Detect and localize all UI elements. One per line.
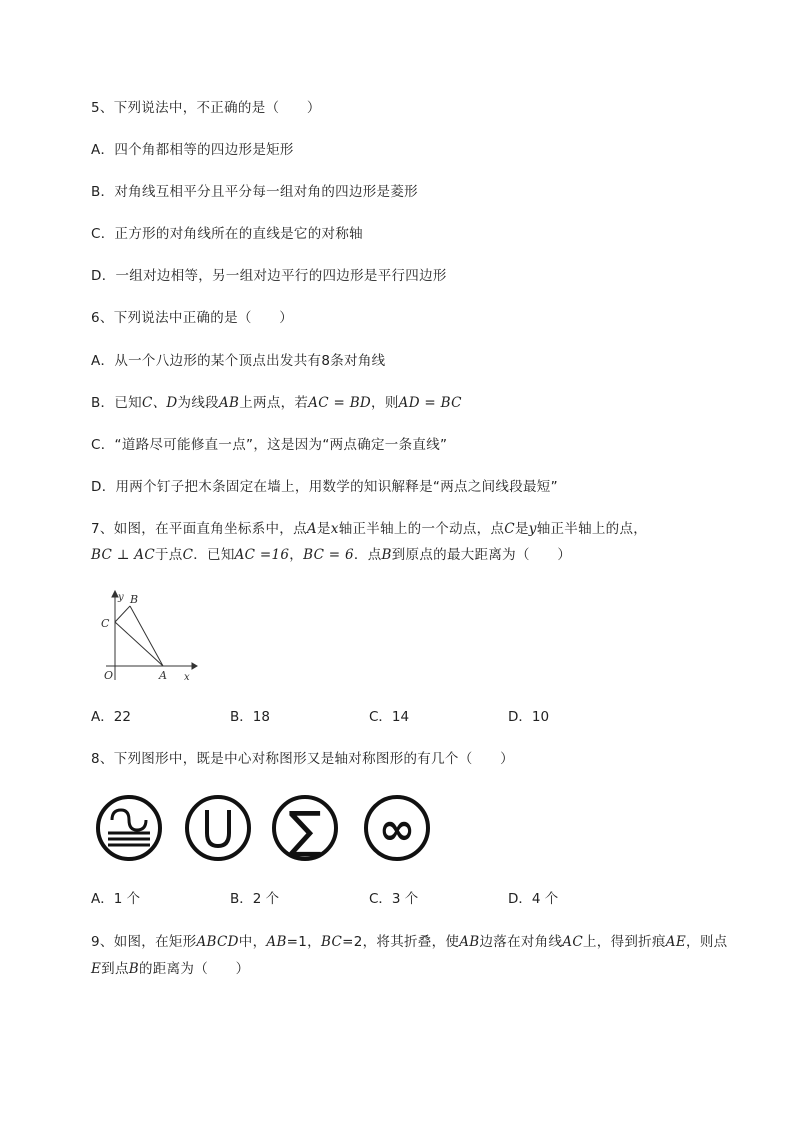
math: BC = 6 — [303, 547, 354, 563]
q9-stem-line1 — [91, 933, 727, 951]
segment-ba — [130, 606, 163, 666]
math: BC ⊥ AC — [91, 547, 155, 563]
q5-option-c: C．正方形的对角线所在的直线是它的对称轴 — [91, 226, 363, 242]
q7-option-c: C．14 — [369, 709, 410, 725]
math: AB — [459, 934, 480, 950]
segment-cb — [115, 606, 130, 622]
text: 7、如图，在平面直角坐标系中，点 — [91, 521, 307, 537]
q7-option-b: B．18 — [230, 709, 270, 725]
text: 是 — [514, 521, 529, 537]
label-y: y — [118, 592, 124, 603]
q5-option-d: D．一组对边相等，另一组对边平行的四边形是平行四边形 — [91, 268, 447, 284]
math: AC =16 — [234, 547, 290, 563]
text: =1， — [286, 934, 321, 950]
q5-option-a: A．四个角都相等的四边形是矩形 — [91, 142, 294, 158]
segment-ca — [115, 622, 163, 666]
q8-figures — [92, 792, 442, 867]
text: 的距离为（ ） — [139, 961, 250, 977]
text: 是 — [316, 521, 331, 537]
math: A — [306, 521, 317, 537]
text: ， — [289, 547, 304, 563]
q8-option-a: A．1 个 — [91, 891, 141, 907]
q7-stem-line2 — [91, 546, 571, 564]
text: 边落在对角线 — [479, 934, 563, 950]
text: 中， — [238, 934, 267, 950]
math: AB — [266, 934, 287, 950]
sigma-icon — [274, 797, 336, 859]
text: ，则 — [371, 395, 399, 411]
q9-stem-line2 — [91, 960, 249, 978]
label-x: x — [184, 672, 190, 683]
text: B．已知 — [91, 395, 142, 411]
text: 上两点，若 — [239, 395, 309, 411]
q7-figure — [96, 588, 206, 684]
q5-option-b: B．对角线互相平分且平分每一组对角的四边形是菱形 — [91, 184, 418, 200]
q7-option-a: A．22 — [91, 709, 131, 725]
math: y — [528, 521, 537, 537]
math: E — [91, 961, 102, 977]
text: 轴正半轴上的一个动点，点 — [338, 521, 505, 537]
q8-stem: 8、下列图形中，既是中心对称图形又是轴对称图形的有几个（ ） — [91, 751, 514, 767]
text: 到点 — [101, 961, 129, 977]
math: B — [128, 961, 139, 977]
text: 于点 — [154, 547, 183, 563]
infinity-icon — [366, 797, 428, 859]
math: BC — [320, 934, 343, 950]
text: ，则点 — [686, 934, 728, 950]
q6-option-d: D．用两个钉子把木条固定在墙上，用数学的知识解释是“两点之间线段最短” — [91, 479, 558, 495]
math: C — [504, 521, 515, 537]
math: AC = BD — [308, 395, 372, 411]
text: 到原点的最大距离为（ ） — [391, 547, 572, 563]
math: AC — [562, 934, 583, 950]
math: ABCD — [196, 934, 239, 950]
label-a: A — [159, 669, 167, 682]
math: AD = BC — [398, 395, 462, 411]
math: x — [330, 521, 339, 537]
math: AB — [218, 395, 240, 411]
q8-option-c: C．3 个 — [369, 891, 419, 907]
infinity-glyph: ∞ — [378, 804, 416, 855]
text: 为线段 — [177, 395, 219, 411]
math: B — [381, 547, 392, 563]
q6-stem: 6、下列说法中正确的是（ ） — [91, 310, 294, 326]
label-o: O — [104, 669, 114, 682]
label-c: C — [101, 617, 110, 630]
math: C — [182, 547, 194, 563]
label-b: B — [130, 593, 139, 606]
math: AE — [665, 934, 687, 950]
q6-option-a: A．从一个八边形的某个顶点出发共有8条对角线 — [91, 353, 386, 369]
math: C、D — [141, 395, 178, 411]
sigma-glyph: ∑ — [288, 801, 322, 859]
text: ．已知 — [193, 547, 235, 563]
q6-option-b — [91, 394, 462, 412]
letter-u-icon — [187, 797, 249, 859]
text: =2，将其折叠，使 — [342, 934, 460, 950]
q7-option-d: D．10 — [508, 709, 550, 725]
x-axis-arrow — [192, 663, 197, 669]
text: 轴正半轴上的点， — [536, 521, 648, 537]
text: 上，得到折痕 — [582, 934, 666, 950]
q8-option-b: B．2 个 — [230, 891, 280, 907]
text: 9、如图，在矩形 — [91, 934, 197, 950]
q6-option-c: C．“道路尽可能修直一点”，这是因为“两点确定一条直线” — [91, 437, 448, 453]
q5-stem: 5、下列说法中，不正确的是（ ） — [91, 100, 321, 116]
q8-option-d: D．4 个 — [508, 891, 559, 907]
fog-symbol-icon — [98, 797, 160, 859]
q7-stem-line1 — [91, 520, 647, 538]
text: ．点 — [353, 547, 382, 563]
